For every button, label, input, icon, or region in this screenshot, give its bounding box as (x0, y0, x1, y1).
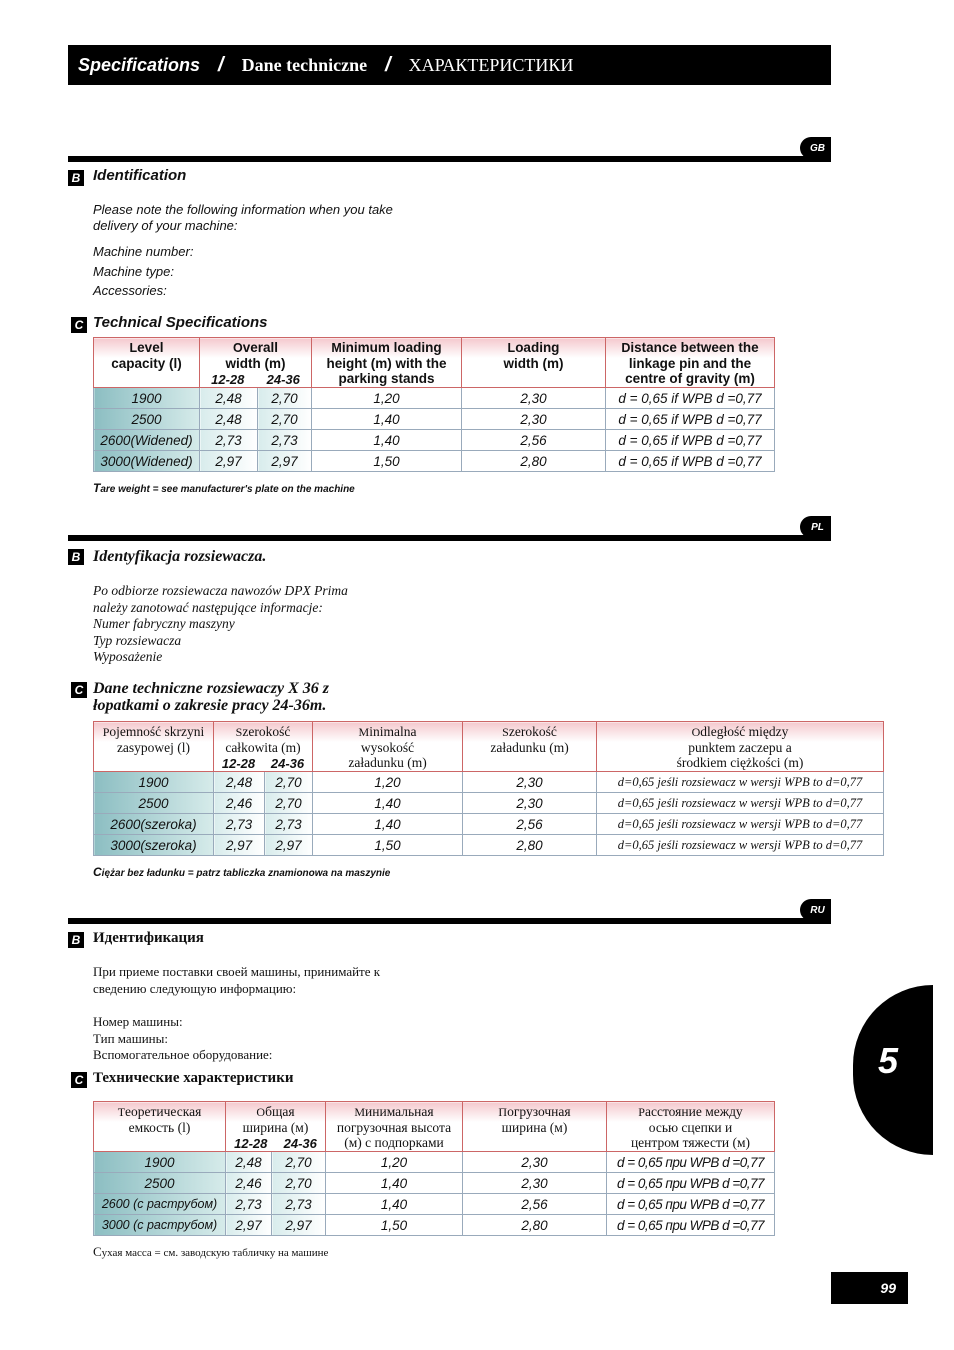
language-tab-gb: GB (800, 137, 831, 159)
accessories-label: Вспомогательное оборудование: (93, 1047, 273, 1062)
technical-specifications-title: Technical Specifications (93, 314, 268, 331)
header-minimum-height-pl: Minimalna wysokość załadunku (m) (313, 722, 463, 772)
header-loading-width-ru: Погрузочная ширина (м) (463, 1102, 607, 1152)
section-badge-c: C (71, 1072, 87, 1088)
identification-fields-ru (93, 1014, 272, 1064)
machine-number-label: Номер машины: (93, 1014, 183, 1029)
header-distance-ru: Расстояние между осью сцепки и центром тяжести (м) (607, 1102, 775, 1152)
section-rule-ru (68, 918, 831, 924)
machine-type-label: Тип машины: (93, 1030, 168, 1046)
header-title-en: Specifications (78, 54, 201, 75)
table-header-row (94, 1102, 775, 1152)
section-rule-pl (68, 535, 831, 541)
header-overall-width: Overall width (m) 12-28 24-36 (200, 338, 312, 388)
subheader-12-28: 12-28 (221, 756, 256, 771)
header-loading-width-pl: Szerokość załadunku (m) (463, 722, 597, 772)
section-badge-b: B (68, 170, 84, 186)
header-loading-width: Loading width (m) (462, 338, 606, 388)
header-bar (68, 45, 831, 85)
header-separator: / (218, 53, 224, 76)
machine-type-label: Machine type: (93, 264, 174, 279)
identification-title: Identification (93, 167, 187, 184)
header-capacity-ru: Теоретическая емкость (l) (94, 1102, 226, 1152)
table-row: 2600 (с раструбом) 2,73 2,73 1,40 2,56 d = 0,65 при WPB d =0,77 (94, 1194, 775, 1215)
spec-table-gb (93, 337, 775, 472)
table-row: 3000(Widened) 2,97 2,97 1,50 2,80 d = 0,65 if WPB d =0,77 (94, 451, 775, 472)
table-row: 1900 2,48 2,70 1,20 2,30 d = 0,65 if WPB d =0,77 (94, 388, 775, 409)
header-separator: / (385, 53, 391, 76)
section-badge-c: C (71, 317, 87, 333)
header-capacity-pl: Pojemność skrzyni zasypowej (l) (94, 722, 214, 772)
header-overall-width-ru: Общая ширина (м) 12-28 24-36 (226, 1102, 326, 1152)
table-row: 1900 2,48 2,70 1,20 2,30 d=0,65 jeśli rozsiewacz w wersji WPB to d=0,77 (94, 772, 884, 793)
header-distance-pl: Odległość między punktem zaczepu a środkiem ciężkości (m) (597, 722, 884, 772)
table-header-row (94, 722, 884, 772)
technical-specifications-title-pl: Dane techniczne rozsiewaczy X 36 z łopatkami o zakresie pracy 24-36m. (93, 680, 329, 714)
section-badge-b: B (68, 932, 84, 948)
header-overall-width-pl: Szerokość całkowita (m) 12-28 24-36 (214, 722, 313, 772)
header-title-ru: ХАРАКТЕРИСТИКИ (408, 54, 574, 75)
subheader-24-36: 24-36 (266, 372, 300, 387)
header-minimum-height-ru: Минимальная погрузочная высота (м) с подпорками (326, 1102, 463, 1152)
spec-table-pl (93, 721, 884, 856)
identification-intro: Please note the following information when you take delivery of your machine: (93, 202, 393, 233)
section-rule-gb (68, 156, 831, 162)
table-row: 1900 2,48 2,70 1,20 2,30 d = 0,65 при WPB d =0,77 (94, 1152, 775, 1173)
section-badge-c: C (71, 682, 87, 698)
tare-weight-note: Tare weight = see manufacturer's plate on the machine (93, 481, 355, 495)
table-header-row (94, 338, 775, 388)
page-number: 99 (831, 1272, 908, 1304)
header-level-capacity: Level capacity (l) (94, 338, 200, 388)
identification-title-ru: Идентификация (93, 930, 204, 946)
header-minimum-loading-height: Minimum loading height (m) with the parking stands (312, 338, 462, 388)
subheader-24-36: 24-36 (283, 1136, 317, 1151)
table-row: 3000(szeroka) 2,97 2,97 1,50 2,80 d=0,65 jeśli rozsiewacz w wersji WPB to d=0,77 (94, 835, 884, 856)
chapter-number: 5 (877, 1040, 899, 1081)
table-row: 2600(szeroka) 2,73 2,73 1,40 2,56 d=0,65 jeśli rozsiewacz w wersji WPB to d=0,77 (94, 814, 884, 835)
section-badge-b: B (68, 549, 84, 565)
tare-weight-note-ru: Сухая масса = см. заводскую табличку на машине (93, 1244, 329, 1259)
table-row: 3000 (с раструбом) 2,97 2,97 1,50 2,80 d = 0,65 при WPB d =0,77 (94, 1215, 775, 1236)
spec-table-ru (93, 1101, 775, 1236)
header-title-pl: Dane techniczne (241, 54, 368, 75)
subheader-12-28: 12-28 (234, 1136, 268, 1151)
language-tab-ru: RU (800, 899, 831, 921)
technical-specifications-title-ru: Технические характеристики (93, 1070, 294, 1086)
accessories-label: Accessories: (93, 283, 167, 298)
table-row: 2600(Widened) 2,73 2,73 1,40 2,56 d = 0,65 if WPB d =0,77 (94, 430, 775, 451)
table-row: 2500 2,46 2,70 1,40 2,30 d = 0,65 при WPB d =0,77 (94, 1173, 775, 1194)
identification-text-pl: Po odbiorze rozsiewacza nawozów DPX Prima należy zanotować następujące informacje: Numer fabryczny maszyny Typ rozsiewacza Wyposażenie (93, 583, 348, 664)
machine-number-label: Machine number: (93, 244, 194, 259)
header-distance: Distance between the linkage pin and the centre of gravity (m) (606, 338, 775, 388)
identification-intro-ru: При приеме поставки своей машины, принимайте к сведению следующую информацию: (93, 964, 381, 996)
language-tab-pl: PL (800, 516, 831, 538)
subheader-24-36: 24-36 (270, 756, 305, 771)
identification-title-pl: Identyfikacja rozsiewacza. (93, 548, 267, 565)
table-row: 2500 2,46 2,70 1,40 2,30 d=0,65 jeśli rozsiewacz w wersji WPB to d=0,77 (94, 793, 884, 814)
table-row: 2500 2,48 2,70 1,40 2,30 d = 0,65 if WPB d =0,77 (94, 409, 775, 430)
tare-weight-note-pl: Ciężar bez ładunku = patrz tabliczka znamionowa na maszynie (93, 865, 391, 879)
subheader-12-28: 12-28 (211, 372, 245, 387)
